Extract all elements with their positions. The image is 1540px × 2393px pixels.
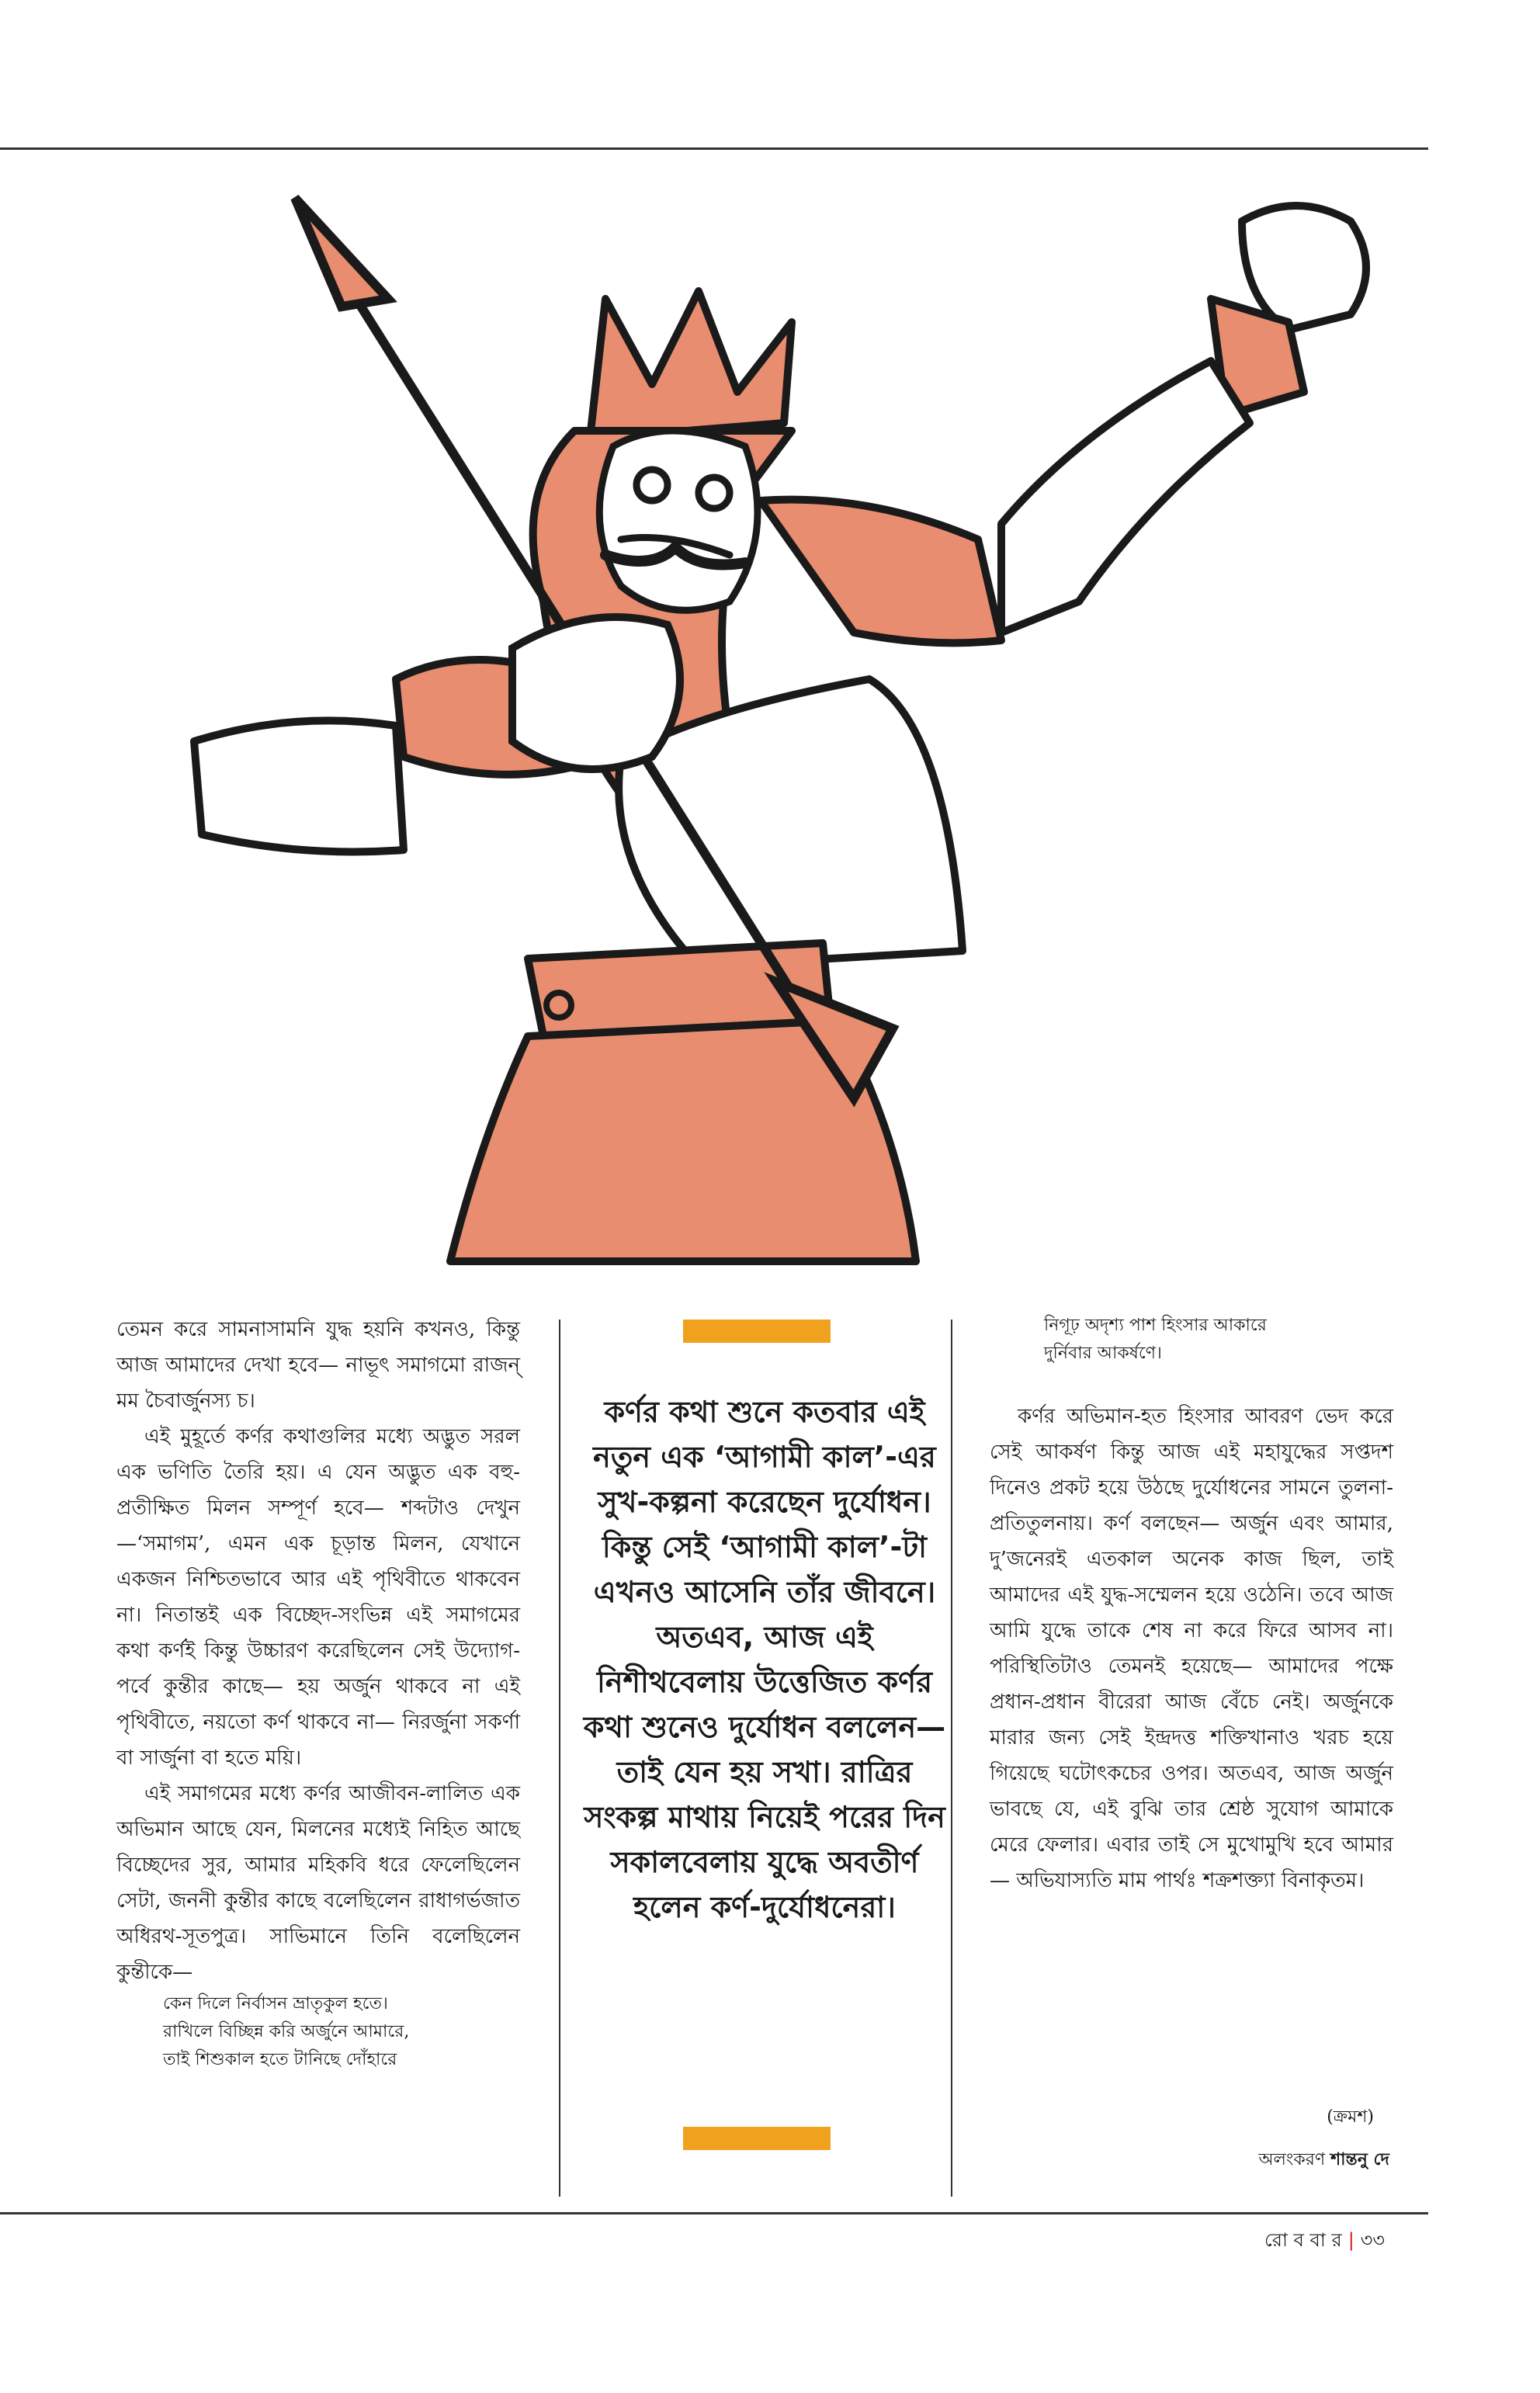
right-column	[990, 1312, 1393, 1899]
pull-quote: কর্ণর কথা শুনে কতবার এই নতুন এক ‘আগামী কাল’-এর সুখ-কল্পনা করেছেন দুর্যোধন। কিন্তু সেই ‘আগামী কাল’-টা এখনও আসেনি তাঁর জীবনে। অতএব, আজ এই নিশীথবেলায় উত্তেজিত কর্ণর কথা শুনেও দুর্যোধন বললেন— তাই যেন হয় সখা। রাত্রির সংকল্প মাথায় নিয়েই পরের দিন সকালবেলায় যুদ্ধে অবতীর্ণ হলেন কর্ণ-দুর্যোধনেরা।	[583, 1395, 946, 1924]
footer-separator: |	[1348, 2229, 1354, 2251]
column-divider-right	[951, 1320, 952, 2197]
verse-line: রাখিলে বিচ্ছিন্ন করি অর্জুনে আমারে,	[163, 2022, 410, 2041]
magazine-name: রো ব বা র	[1264, 2229, 1342, 2251]
illustration-credit	[1133, 2146, 1389, 2175]
credit-label: অলংকরণ	[1258, 2150, 1326, 2169]
column-divider-left	[559, 1320, 560, 2197]
left-paragraph: তেমন করে সামনাসামনি যুদ্ধ হয়নি কখনও, কিন্তু আজ আমাদের দেখা হবে— নাভূৎ সমাগমো রাজন্ মম চৈবার্জুনস্য চ।	[116, 1318, 520, 1413]
credit-name: শান্তনু দে	[1330, 2150, 1389, 2169]
verse-line: দুর্নিবার আকর্ষণে।	[1044, 1344, 1162, 1363]
verse-line: কেন দিলে নির্বাসন ভ্রাতৃকুল হতে।	[163, 1994, 388, 2013]
top-rule	[0, 147, 1428, 150]
left-column	[116, 1312, 520, 2074]
page-footer	[1264, 2226, 1385, 2257]
series-note: (ক্রমশ)	[1327, 2107, 1374, 2127]
left-paragraph: এই মুহূর্তে কর্ণর কথাগুলির মধ্যে অদ্ভুত সরল এক ভণিতি তৈরি হয়। এ যেন অদ্ভুত এক বহু-প্রতীক্ষিত মিলন সম্পূর্ণ হবে— শব্দটাও দেখুন —‘সমাগম’, এমন এক চূড়ান্ত মিলন, যেখানে একজন নিশ্চিতভাবে আর এই পৃথিবীতে থাকবেন না। নিতান্তই এক বিচ্ছেদ-সংভিন্ন এই সমাগমের কথা কর্ণই কিন্তু উচ্চারণ করেছিলেন সেই উদ্যোগ-পর্বে কুন্তীর কাছে— হয় অর্জুন থাকবে না এই পৃথিবীতে, নয়তো কর্ণ থাকবে না— নিরর্জুনা সকর্ণা বা সার্জুনা বা হতে ময়ি।	[116, 1425, 520, 1770]
pull-quote-top-bar	[683, 1320, 831, 1343]
verse-line: তাই শিশুকাল হতে টানিছে দোঁহারে	[163, 2050, 397, 2069]
verse-line: নিগূঢ় অদৃশ্য পাশ হিংসার আকারে	[1044, 1316, 1267, 1335]
right-paragraph: কর্ণর অভিমান-হত হিংসার আবরণ ভেদ করে সেই আকর্ষণ কিন্তু আজ এই মহাযুদ্ধের সপ্তদশ দিনেও প্রকট হয়ে উঠছে দুর্যোধনের সামনে তুলনা-প্রতিতুলনায়। কর্ণ বলছেন— অর্জুন এবং আমার, দু’জনেরই এতকাল অনেক কাজ ছিল, তাই আমাদের এই যুদ্ধ-সম্মেলন হয়ে ওঠেনি। তবে আজ আমি যুদ্ধে তাকে শেষ না করে ফিরে আসব না। পরিস্থিতিটাও তেমনই হয়েছে— আমাদের পক্ষে প্রধান-প্রধান বীরেরা আজ বেঁচে নেই। অর্জুনকে মারার জন্য সেই ইন্দ্রদত্ত শক্তিখানাও খরচ হয়ে গিয়েছে ঘটোৎকচের ওপর। অতএব, আজ অর্জুন ভাবছে যে, এই বুঝি তার শ্রেষ্ঠ সুযোগ আমাকে মেরে ফেলার। এবার তাই সে মুখোমুখি হবে আমার— অভিযাস্যতি মাম পার্থঃ শক্রশক্ত্যা বিনাকৃতম।	[990, 1405, 1393, 1892]
karna-illustration	[109, 167, 1389, 1269]
pull-quote-bottom-bar	[683, 2127, 831, 2150]
left-paragraph: এই সমাগমের মধ্যে কর্ণর আজীবন-লালিত এক অভিমান আছে যেন, মিলনের মধ্যেই নিহিত আছে বিচ্ছেদের সুর, আমার মহিকবি ধরে ফেলেছিলেন সেটা, জননী কুন্তীর কাছে বলেছিলেন রাধাগর্ভজাত অধিরথ-সূতপুত্র। সাভিমানে তিনি বলেছিলেন কুন্তীকে—	[116, 1782, 520, 1984]
page-number: ৩৩	[1360, 2229, 1385, 2251]
bottom-rule	[0, 2212, 1428, 2214]
